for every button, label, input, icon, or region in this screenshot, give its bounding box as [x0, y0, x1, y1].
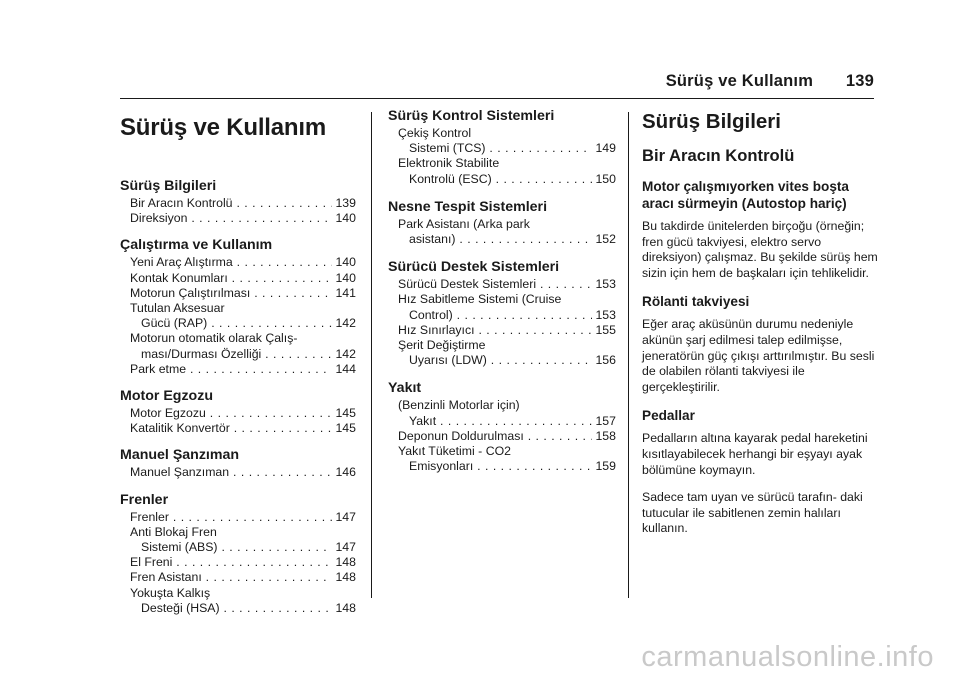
toc-entry-text: Motorun otomatik olarak Çalış-	[130, 331, 298, 346]
toc-entry-text: Sistemi (ABS)	[141, 540, 218, 555]
content-sections	[642, 178, 878, 537]
toc-entry[interactable]	[130, 465, 356, 480]
toc-page-number: 159	[592, 459, 616, 474]
toc-leader-dots	[436, 414, 616, 428]
toc-entry-text: Katalitik Konvertör	[130, 421, 230, 436]
toc-page-number: 139	[332, 196, 356, 211]
toc-entry-text: Tutulan Aksesuar	[130, 301, 225, 316]
toc-entry-text: Kontak Konumları	[130, 270, 228, 285]
toc-entry[interactable]	[398, 429, 616, 444]
toc-entry-text: Yakıt	[409, 413, 437, 428]
toc-entry[interactable]	[141, 316, 356, 331]
toc-section	[388, 380, 616, 474]
toc-leader-dots	[187, 211, 356, 225]
chapter-title: Sürüş ve Kullanım	[120, 114, 326, 141]
toc-page-number: 140	[332, 211, 356, 226]
toc-entry[interactable]	[141, 540, 356, 555]
toc-entry-text: Elektronik Stabilite	[398, 156, 500, 171]
toc-section-title: Motor Egzozu	[120, 388, 213, 405]
content-column	[642, 108, 878, 549]
toc-left	[120, 178, 356, 616]
toc-entry[interactable]	[409, 414, 616, 429]
toc-entry[interactable]	[409, 459, 616, 474]
toc-entry[interactable]	[409, 353, 616, 368]
toc-page-number: 142	[332, 316, 356, 331]
toc-entry-text: Manuel Şanzıman	[130, 465, 230, 480]
toc-page-number: 147	[332, 540, 356, 555]
toc-entry[interactable]	[130, 570, 356, 585]
toc-entry-text: Yeni Araç Alıştırma	[130, 255, 233, 270]
content-heading: Rölanti takviyesi	[642, 294, 750, 310]
page-number: 139	[845, 72, 874, 90]
toc-page-number: 142	[332, 347, 356, 362]
toc-page-number: 146	[332, 465, 356, 480]
content-heading: Motor çalışmıyorken vites boşta aracı sürmeyin (Autostop hariç)	[642, 179, 849, 211]
toc-section	[120, 388, 356, 436]
header-rule	[120, 98, 874, 99]
toc-entry-text: Gücü (RAP)	[141, 316, 208, 331]
toc-entry-text: Şerit Değiştirme	[398, 338, 486, 353]
toc-page-number: 153	[592, 308, 616, 323]
toc-entry-text: Uyarısı (LDW)	[409, 353, 487, 368]
toc-section-title: Nesne Tespit Sistemleri	[388, 198, 548, 215]
toc-entry-text: Desteği (HSA)	[141, 600, 220, 615]
toc-entry	[398, 292, 616, 307]
toc-section	[120, 447, 356, 480]
toc-page-number: 148	[332, 555, 356, 570]
toc-entry	[130, 331, 356, 346]
content-paragraph: Bu takdirde ünitelerden birçoğu (örneğin; fren gücü takviyesi, elektro servo direksiyon) çalışmaz. Bu şekilde sürüş hem sizin için hem de başkaları için tehlikelidir.	[642, 219, 878, 280]
toc-entry[interactable]	[130, 286, 356, 301]
toc-page-number: 145	[332, 406, 356, 421]
watermark: carmanualsonline.info	[641, 641, 934, 673]
toc-entry	[130, 586, 356, 601]
toc-left-column	[120, 108, 356, 627]
toc-page-number: 152	[592, 232, 616, 247]
toc-entry-text: Bir Aracın Kontrolü	[130, 196, 233, 210]
toc-entry-text: Hız Sabitleme Sistemi (Cruise	[398, 292, 562, 307]
toc-entry	[398, 444, 616, 459]
toc-entry[interactable]	[398, 323, 616, 338]
toc-entry-text: Deponun Doldurulması	[398, 428, 524, 443]
toc-page-number: 156	[592, 353, 616, 368]
toc-page-number: 153	[592, 277, 616, 292]
toc-leader-dots	[169, 510, 356, 524]
toc-entry-text: Kontrolü (ESC)	[409, 171, 492, 186]
toc-section	[388, 259, 616, 368]
toc-section	[120, 178, 356, 226]
toc-entry-text: Motor Egzozu	[130, 406, 206, 421]
toc-section	[388, 108, 616, 187]
toc-page-number: 148	[332, 601, 356, 616]
subsection-title: Bir Aracın Kontrolü	[642, 146, 795, 165]
toc-section-title: Frenler	[120, 491, 169, 508]
toc-entry-text: Hız Sınırlayıcı	[398, 322, 475, 337]
toc-entry[interactable]	[141, 601, 356, 616]
toc-middle	[388, 108, 616, 474]
toc-entry[interactable]	[130, 211, 356, 226]
toc-entry[interactable]	[130, 555, 356, 570]
toc-section-title: Manuel Şanzıman	[120, 447, 240, 464]
toc-entry-text: Çekiş Kontrol	[398, 126, 472, 140]
toc-entry-text: Sürücü Destek Sistemleri	[398, 277, 537, 292]
toc-page-number: 150	[592, 172, 616, 187]
toc-entry[interactable]	[409, 308, 616, 323]
toc-entry-text: Sistemi (TCS)	[409, 141, 486, 156]
toc-entry	[130, 301, 356, 316]
toc-entry-text: Park etme	[130, 361, 187, 376]
toc-section	[120, 492, 356, 616]
toc-entry[interactable]	[130, 255, 356, 270]
toc-section-title: Sürücü Destek Sistemleri	[388, 259, 560, 276]
toc-page-number: 157	[592, 414, 616, 429]
toc-page-number: 140	[332, 255, 356, 270]
toc-entry	[130, 525, 356, 540]
toc-page-number: 141	[332, 286, 356, 301]
toc-entry-text: Fren Asistanı	[130, 570, 202, 585]
toc-section	[388, 199, 616, 247]
toc-entry[interactable]	[130, 510, 356, 525]
toc-entry-text: Anti Blokaj Fren	[130, 524, 217, 539]
toc-entry[interactable]	[130, 421, 356, 436]
toc-entry[interactable]	[409, 141, 616, 156]
toc-entry-text: (Benzinli Motorlar için)	[398, 398, 520, 413]
section-title: Sürüş Bilgileri	[642, 110, 781, 133]
toc-entry-text: Emisyonları	[409, 459, 474, 474]
content-paragraph: Pedalların altına kayarak pedal hareketini kısıtlayabilecek herhangi bir eşyayı ayak bölümüne koymayın.	[642, 431, 868, 477]
toc-entry-text: Motorun Çalıştırılması	[130, 285, 251, 300]
toc-entry-text: El Freni	[130, 555, 173, 570]
header-title: Sürüş ve Kullanım	[665, 72, 814, 90]
toc-entry	[398, 398, 616, 413]
content-heading: Pedallar	[642, 408, 695, 424]
toc-entry-text: Control)	[409, 307, 453, 322]
toc-entry	[398, 156, 616, 171]
toc-page-number: 158	[592, 429, 616, 444]
running-header	[666, 72, 874, 91]
toc-entry[interactable]	[409, 232, 616, 247]
toc-entry[interactable]	[130, 406, 356, 421]
toc-page-number: 148	[332, 570, 356, 585]
toc-entry[interactable]	[130, 196, 356, 211]
toc-page-number: 144	[332, 362, 356, 377]
toc-section	[120, 237, 356, 377]
toc-page-number: 145	[332, 421, 356, 436]
toc-entry	[398, 126, 616, 141]
toc-entry[interactable]	[409, 172, 616, 187]
toc-section-title: Sürüş Kontrol Sistemleri	[388, 108, 555, 124]
toc-page-number: 149	[592, 141, 616, 156]
toc-entry-text: Park Asistanı (Arka park	[398, 216, 530, 231]
toc-entry-text: Yakıt Tüketimi - CO2	[398, 444, 511, 459]
content-paragraph: Eğer araç aküsünün durumu nedeniyle akünün şarj edilmesi talep edilmişse, jeneratörün güç çıkışı arttırılmıştır. Bu sesli de olabilen rölanti takviyesi ile gerçekleştirilir.	[642, 317, 875, 394]
toc-section-title: Yakıt	[388, 380, 422, 397]
toc-section-title: Sürüş Bilgileri	[120, 178, 217, 194]
toc-entry	[398, 338, 616, 353]
toc-page-number: 147	[332, 510, 356, 525]
toc-leader-dots	[172, 555, 356, 569]
toc-entry-text: ması/Durması Özelliği	[141, 346, 262, 361]
toc-entry[interactable]	[141, 347, 356, 362]
toc-entry-text: asistanı)	[409, 232, 456, 247]
column-divider-left	[371, 112, 372, 598]
toc-entry-text: Yokuşta Kalkış	[130, 585, 211, 600]
toc-page-number: 155	[592, 323, 616, 338]
toc-entry[interactable]	[130, 362, 356, 377]
toc-entry-text: Direksiyon	[130, 211, 188, 226]
content-paragraph: Sadece tam uyan ve sürücü tarafın- daki tutucular ile sabitlenen zemin halıları kullanın.	[642, 490, 863, 536]
toc-entry-text: Frenler	[130, 509, 169, 524]
toc-page-number: 140	[332, 271, 356, 286]
toc-middle-column	[388, 108, 616, 486]
toc-section-title: Çalıştırma ve Kullanım	[120, 237, 273, 254]
toc-entry	[398, 217, 616, 232]
toc-entry[interactable]	[130, 271, 356, 286]
column-divider-right	[628, 112, 629, 598]
toc-entry[interactable]	[398, 277, 616, 292]
toc-leader-dots	[186, 362, 356, 376]
